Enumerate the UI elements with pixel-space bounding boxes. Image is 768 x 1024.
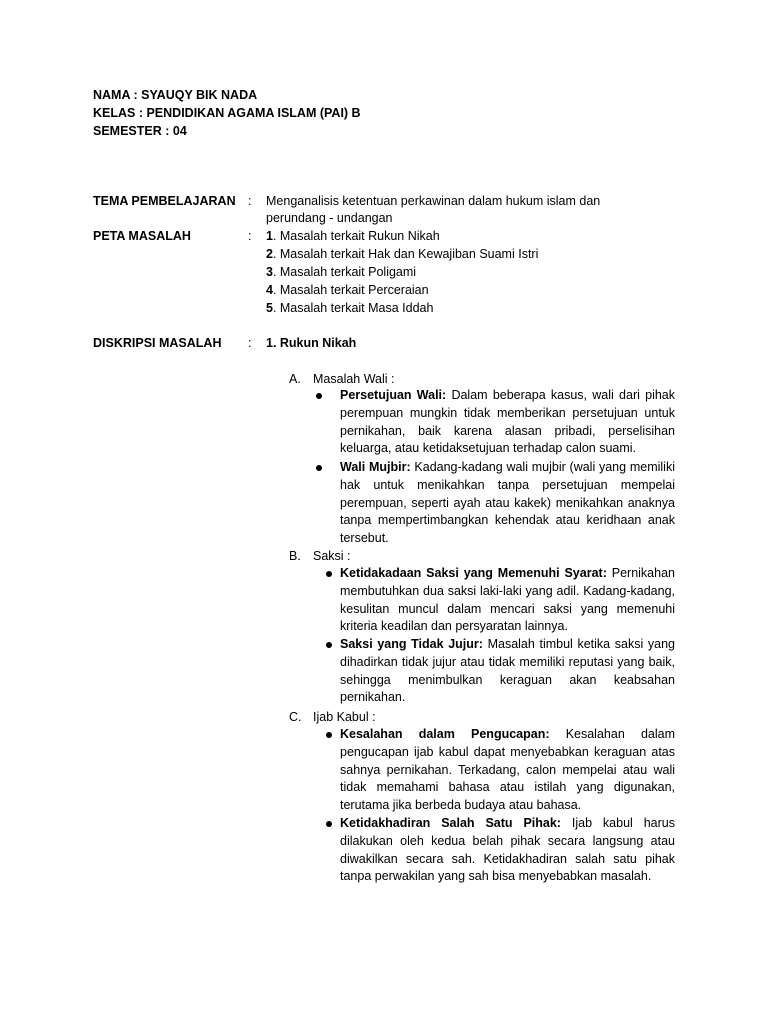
section-letter: B. [289, 549, 301, 563]
peta-item [266, 263, 416, 281]
bullet-dot [326, 642, 332, 648]
peta-item-number: 5 [266, 301, 273, 315]
bullet-dot [326, 821, 332, 827]
bullet-text: Dalam beberapa kasus, wali dari pihak perempuan mungkin tidak memberikan persetujuan untuk pernikahan, baik karena alasan pribadi, perselisihan keluarga, atau ketidaksetujuan terhadap calon suami. [340, 388, 676, 456]
bullet-paragraph [340, 565, 675, 636]
bullet-paragraph [340, 459, 675, 548]
section-title: Masalah Wali : [313, 372, 395, 386]
bullet-label: Kesalahan dalam Pengucapan: [340, 727, 550, 741]
bullet-text: Masalah timbul ketika saksi yang dihadirkan tidak jujur atau tidak memiliki reputasi yang baik, sehingga menimbulkan keraguan akan keabsahan pernikahan. [340, 637, 676, 705]
peta-item-text: . Masalah terkait Rukun Nikah [272, 229, 440, 243]
bullet-dot [316, 465, 322, 471]
bullet-text: Kesalahan dalam pengucapan ijab kabul dapat menyebabkan keraguan atas sahnya pernikahan. Terkadang, calon mempelai atau wali tidak memahami bahasa atau istilah yang digunakan, terutama jika berbeda budaya atau bahasa. [340, 727, 675, 813]
bullet-label: Wali Mujbir: [340, 460, 411, 474]
tema-colon: : [248, 194, 252, 208]
bullet-label: Persetujuan Wali: [340, 388, 447, 402]
bullet-label: Ketidakhadiran Salah Satu Pihak: [340, 816, 561, 830]
bullet-paragraph [340, 636, 675, 707]
diskripsi-label: DISKRIPSI MASALAH [93, 336, 222, 350]
peta-item-number: 1 [266, 229, 273, 243]
student-semester: SEMESTER : 04 [93, 124, 187, 138]
bullet-text: Pernikahan membutuhkan dua saksi laki-laki yang adil. Kadang-kadang, kesulitan muncul dalam mencari saksi yang memenuhi kriteria keadilan dan persyaratan lainnya. [340, 566, 675, 634]
peta-item [266, 281, 429, 299]
bullet-label: Saksi yang Tidak Jujur: [340, 637, 483, 651]
peta-item-number: 2 [266, 247, 273, 261]
bullet-paragraph [340, 726, 675, 815]
peta-item-text: . Masalah terkait Hak dan Kewajiban Suami Istri [272, 247, 539, 261]
peta-item [266, 227, 440, 245]
peta-item-text: . Masalah terkait Perceraian [272, 283, 429, 297]
bullet-dot [316, 393, 322, 399]
bullet-dot [326, 571, 332, 577]
peta-label: PETA MASALAH [93, 229, 191, 243]
bullet-paragraph [340, 815, 675, 886]
section-title: Saksi : [313, 549, 351, 563]
bullet-label: Ketidakadaan Saksi yang Memenuhi Syarat: [340, 566, 607, 580]
bullet-paragraph [340, 387, 675, 458]
tema-text-line1: Menganalisis ketentuan perkawinan dalam hukum islam dan [266, 194, 601, 208]
peta-item [266, 245, 538, 263]
peta-item-text: . Masalah terkait Poligami [272, 265, 417, 279]
bullet-text: Kadang-kadang wali mujbir (wali yang memiliki hak untuk menikahkan tanpa persetujuan mempelai perempuan, seperti ayah atau kakek) menikahkan anaknya tanpa mempertimbangkan kehendak atau keridhaan anak tersebut. [340, 460, 675, 546]
diskripsi-heading: 1. Rukun Nikah [266, 336, 357, 350]
peta-item-number: 4 [266, 283, 273, 297]
tema-text-line2: perundang - undangan [266, 211, 393, 225]
section-title: Ijab Kabul : [313, 710, 376, 724]
bullet-dot [326, 732, 332, 738]
peta-item-text: . Masalah terkait Masa Iddah [272, 301, 434, 315]
tema-label: TEMA PEMBELAJARAN [93, 194, 236, 208]
bullet-text: Ijab kabul harus dilakukan oleh kedua belah pihak secara langsung atau diwakilkan secara sah. Ketidakhadiran salah satu pihak tanpa perwakilan yang sah bisa menyebabkan masalah. [340, 816, 675, 884]
peta-colon: : [248, 229, 252, 243]
section-letter: A. [289, 372, 301, 386]
peta-item-number: 3 [266, 265, 273, 279]
section-letter: C. [289, 710, 302, 724]
student-class: KELAS : PENDIDIKAN AGAMA ISLAM (PAI) B [93, 106, 361, 120]
diskripsi-colon: : [248, 336, 252, 350]
student-name: NAMA : SYAUQY BIK NADA [93, 88, 258, 102]
peta-item [266, 299, 433, 317]
